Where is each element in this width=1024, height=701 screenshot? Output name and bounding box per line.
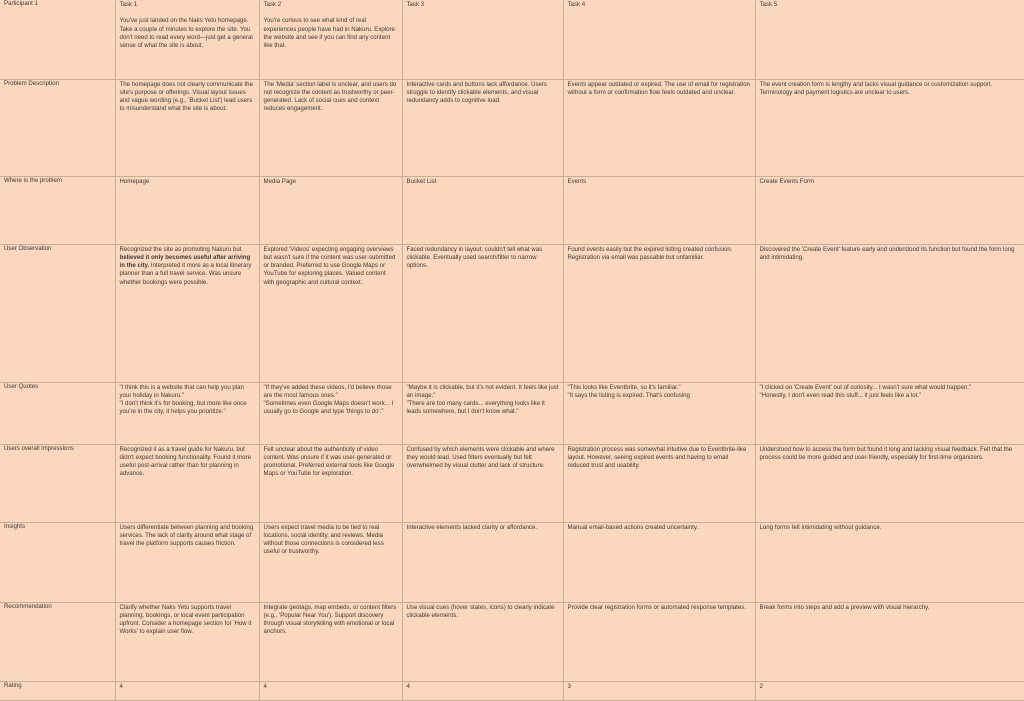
row-label (0, 382, 115, 444)
table-cell (115, 382, 259, 444)
table-cell (563, 79, 755, 176)
cell-text: Problem Description (4, 79, 59, 87)
table-row (0, 176, 1024, 244)
cell-text: Explored 'Videos' expecting engaging overviews but wasn't sure if the content was user-submitted or branded. Preferred to use Google Maps or YouTube for exploring places. Valued content with geographic and cultural context. (263, 245, 396, 286)
cell-text: 2 (759, 682, 763, 690)
row-label (0, 79, 115, 176)
cell-text: Interactive cards and buttons lack affordance. Users struggle to identify clickable elements, and visual redundancy adds to cognitive load. (406, 80, 547, 105)
cell-text: Create Events Form (759, 177, 815, 185)
table-cell (755, 681, 1024, 700)
cell-text: Rating (4, 681, 22, 689)
cell-text: Task 2 (263, 1, 282, 8)
table-cell (402, 444, 563, 522)
cell-text: 4 (406, 682, 410, 690)
row-label (0, 444, 115, 522)
task-description: You're curious to see what kind of real experiences people have had in Nakuru. Explore the website and see if you can find any content like that. (263, 17, 395, 50)
cell-text: Manual email-based actions created uncertainty. (567, 523, 699, 531)
cell-text: The event creation form is lengthy and lacks visual guidance or customization support. Terminology and payment logistics are unclear to users. (759, 80, 993, 96)
cell-text: Task 3 (406, 1, 425, 8)
cell-text: Insights (4, 522, 26, 530)
table-row (0, 681, 1024, 700)
table-cell (755, 444, 1024, 522)
cell-text: "Maybe it is clickable, but it's not evident. It feels like just an image." "There are too many cards... everything looks like it leads somewhere, but I don't know what." (406, 383, 559, 416)
cell-text: Media Page (263, 177, 297, 185)
participant-header (0, 0, 115, 79)
table-cell (259, 681, 402, 700)
task-header-cell (563, 0, 755, 79)
table-cell (259, 176, 402, 244)
row-label (0, 602, 115, 681)
observation-text-emphasis: believed it only becomes useful after arriving in the city. (119, 253, 251, 270)
row-label (0, 522, 115, 602)
cell-text: Task 1 (119, 1, 138, 8)
cell-text: Found events easily but the expired listing created confusion. Registration via email was passable but unfamiliar. (567, 245, 733, 261)
cell-text: Bucket List (406, 177, 437, 185)
table-cell (115, 522, 259, 602)
table-row (0, 444, 1024, 522)
observation-text-after: Interpreted it more as a local itinerary planner than a full travel service. Was unsure whether bookings were possible. (119, 262, 252, 286)
row-label (0, 244, 115, 382)
table-cell (402, 602, 563, 681)
table-row (0, 244, 1024, 382)
task-description (760, 16, 1021, 17)
table-cell (755, 79, 1024, 176)
cell-text: Break forms into steps and add a preview with visual hierarchy. (759, 603, 930, 611)
cell-text: Task 5 (759, 1, 778, 8)
table-cell (755, 602, 1024, 681)
cell-text: Participant 1 (4, 0, 38, 7)
table-cell (563, 681, 755, 700)
cell-text: "I clicked on 'Create Event' out of curiosity... I wasn't sure what would happen." "Honestly, I don't even read this stuff... it just feels like a lot." (759, 383, 972, 399)
table-cell (259, 602, 402, 681)
table-cell (115, 602, 259, 681)
table-cell (563, 382, 755, 444)
task-header-cell (259, 0, 402, 79)
cell-text: "If they've added these videos, I'd believe those are the most famous ones." "Sometimes even Google Maps doesn't work... I usually go to Google and type 'things to do'." (263, 383, 394, 416)
table-cell (563, 176, 755, 244)
cell-text: 3 (567, 682, 571, 690)
cell-text: Users expect travel media to be tied to real locations, social identity, and reviews. Media without those connections is considered less useful or trustworthy. (263, 523, 384, 556)
table-cell (563, 244, 755, 382)
table-cell (115, 79, 259, 176)
cell-text: Long forms felt intimidating without guidance. (759, 523, 882, 531)
table-cell (755, 176, 1024, 244)
cell-text: Where is the problem (4, 176, 62, 184)
table-cell (259, 382, 402, 444)
cell-text: Events appear outdated or expired. The use of email for registration without a form or confirmation flow feels outdated and unclear. (567, 80, 750, 96)
cell-text: 4 (119, 682, 123, 690)
cell-text: Interactive elements lacked clarity or affordance. (406, 523, 538, 531)
table-cell (115, 176, 259, 244)
row-label (0, 681, 115, 700)
table-cell (115, 444, 259, 522)
table-cell (563, 602, 755, 681)
table-cell (755, 382, 1024, 444)
table-cell (402, 522, 563, 602)
table-cell (755, 522, 1024, 602)
cell-text: The homepage does not clearly communicate the site's purpose or offerings. Visual layout issues and vague wording (e.g., 'Bucket List') lead users to misunderstand what the site is about. (119, 80, 253, 113)
table-cell (115, 244, 259, 382)
cell-text: Recommendation (4, 602, 52, 610)
cell-text: User Quotes (4, 382, 39, 390)
cell-text: Recognized it as a travel guide for Nakuru, but didn't expect booking functionality. Found it more useful post-arrival rather than for planning in advance. (119, 445, 251, 478)
cell-text: Confused by which elements were clickable and where they would lead. Used filters eventually but felt overwhelmed by visual clutter and lack of structure. (406, 445, 555, 470)
table-row (0, 79, 1024, 176)
table-row (0, 382, 1024, 444)
cell-text: Users differentiate between planning and booking services. The lack of clarity around what stage of travel the platform supports causes friction. (119, 523, 254, 548)
task-header-cell (402, 0, 563, 79)
cell-text: 4 (263, 682, 267, 690)
task-description (568, 16, 751, 17)
cell-text: User Observation (4, 244, 52, 252)
cell-text: "I think this is a website that can help you plan your holiday in Nakuru." "I don't think it's for booking, but more like once you're in the city, it helps you prioritize." (119, 383, 247, 416)
table-cell (402, 176, 563, 244)
table-cell (115, 681, 259, 700)
table-cell (402, 244, 563, 382)
table-cell (259, 79, 402, 176)
cell-text: Felt unclear about the authenticity of video content. Was unsure if it was user-generated or promotional. Preferred external tools like Google Maps or YouTube for exploration. (263, 445, 395, 478)
task-header-cell (755, 0, 1024, 79)
cell-text: Task 4 (567, 1, 586, 8)
table-cell (259, 522, 402, 602)
cell-text (120, 245, 255, 287)
table-row (0, 522, 1024, 602)
cell-text: Understood how to access the form but found it long and lacking visual feedback. Felt that the process could be more guided and user-friendly, especially for first-time organizers. (759, 445, 1013, 461)
table-cell (259, 444, 402, 522)
observation-text-before: Recognized the site as promoting Nakuru but (119, 245, 242, 253)
cell-text: Integrate geotags, map embeds, or content filters (e.g., 'Popular Near You'). Support discovery through visual storytelling with emotional or local anchors. (263, 603, 397, 636)
cell-text: Discovered the 'Create Event' feature early and understood its function but found the form long and intimidating. (759, 245, 1015, 261)
task-description (407, 16, 559, 17)
table-cell (755, 244, 1024, 382)
cell-text: Registration process was somewhat intuitive due to Eventbrite-like layout. However, seeing expired events and having to email reduced trust and usability. (567, 445, 747, 470)
cell-text: Faced redundancy in layout; couldn't tell what was clickable. Eventually used search/filter to narrow options. (406, 245, 543, 270)
cell-text: The 'Media' section label is unclear, and users do not recognize the content as trustworthy or peer-generated. Lack of social cues and context reduces engagement. (263, 80, 397, 113)
cell-text: Use visual cues (hover states, icons) to clearly indicate clickable elements. (406, 603, 555, 619)
header-row (0, 0, 1024, 79)
table-cell (402, 681, 563, 700)
table-cell (563, 444, 755, 522)
table-cell (259, 244, 402, 382)
cell-text: Users overall impressions (4, 444, 74, 452)
cell-text: Provide clear registration forms or automated response templates. (567, 603, 746, 611)
table-cell (402, 382, 563, 444)
cell-text: Clarify whether Naks Yetu supports travel planning, bookings, or local event participation upfront. Consider a homepage section for 'How it Works' to explain user flow. (119, 603, 252, 636)
task-header-cell (115, 0, 259, 79)
table-cell (402, 79, 563, 176)
table-row (0, 602, 1024, 681)
cell-text: "This looks like Eventbrite, so it's familiar." "It says the listing is expired. That's confusing (567, 383, 690, 399)
cell-text: Events (567, 177, 587, 185)
cell-text: Homepage (119, 177, 150, 185)
table-cell (563, 522, 755, 602)
row-label (0, 176, 115, 244)
task-description: You've just landed on the Naks Yetu homepage. Take a couple of minutes to explore the site. You don't need to read every word—just get a general sense of what the site is about. (119, 17, 253, 50)
